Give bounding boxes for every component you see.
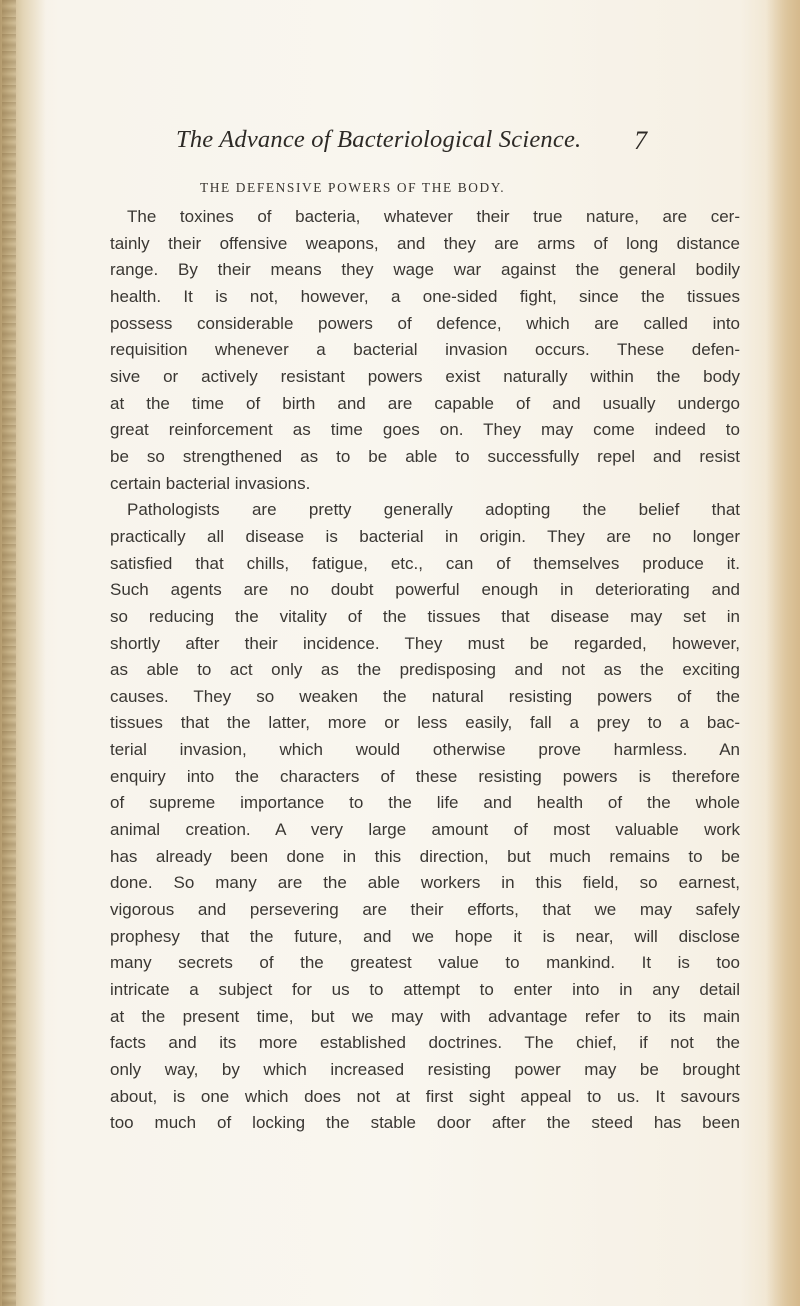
text-line: be so strengthened as to be able to successfully repel and resist xyxy=(110,446,740,466)
text-line: vigorous and persevering are their efforts, that we may safely xyxy=(110,900,740,920)
text-line: of supreme importance to the life and health of the whole xyxy=(110,793,740,813)
text-line: has already been done in this direction, but much remains to be xyxy=(110,846,740,866)
text-line: too much of locking the stable door after the steed has been xyxy=(110,1113,740,1133)
text-line: certain bacterial invasions. xyxy=(110,473,311,493)
text-line: possess considerable powers of defence, which are called into xyxy=(110,313,740,333)
text-line: animal creation. A very large amount of most valuable work xyxy=(110,820,740,840)
text-line: great reinforcement as time goes on. They may come indeed to xyxy=(110,420,740,440)
text-line: as able to act only as the predisposing and not as the exciting xyxy=(110,660,740,680)
text-line: about, is one which does not at first sight appeal to us. It savours xyxy=(110,1086,740,1106)
text-line: causes. They so weaken the natural resisting powers of the xyxy=(110,686,740,706)
page-edge-shading xyxy=(766,0,800,1306)
text-line: range. By their means they wage war against the general bodily xyxy=(110,260,740,280)
text-line: intricate a subject for us to attempt to enter into in any detail xyxy=(110,980,740,1000)
section-heading: THE DEFENSIVE POWERS OF THE BODY. xyxy=(200,180,506,195)
text-line: tainly their offensive weapons, and they are arms of long distance xyxy=(110,233,740,253)
text-line: sive or actively resistant powers exist naturally within the body xyxy=(110,366,740,386)
text-line: practically all disease is bacterial in origin. They are no longer xyxy=(110,526,740,546)
text-line: health. It is not, however, a one-sided fight, since the tissues xyxy=(110,286,740,306)
text-line: Pathologists are pretty generally adopting the belief that xyxy=(127,500,740,520)
text-line: so reducing the vitality of the tissues that disease may set in xyxy=(110,606,740,626)
text-line: prophesy that the future, and we hope it is near, will disclose xyxy=(110,926,740,946)
text-line: at the time of birth and are capable of and usually undergo xyxy=(110,393,740,413)
text-line: terial invasion, which would otherwise prove harmless. An xyxy=(110,740,740,760)
text-line: facts and its more established doctrines. The chief, if not the xyxy=(110,1033,740,1053)
text-line: satisfied that chills, fatigue, etc., can of themselves produce it. xyxy=(110,553,740,573)
body-text xyxy=(110,204,740,1137)
text-line: many secrets of the greatest value to mankind. It is too xyxy=(110,953,740,973)
text-line: requisition whenever a bacterial invasion occurs. These defen- xyxy=(110,340,740,360)
text-line: done. So many are the able workers in this field, so earnest, xyxy=(110,873,740,893)
text-line: tissues that the latter, more or less easily, fall a prey to a bac- xyxy=(110,713,740,733)
running-head: The Advance of Bacteriological Science. xyxy=(176,126,582,153)
gutter-edge xyxy=(2,0,16,1306)
page-number: 7 xyxy=(634,126,647,155)
text-line: Such agents are no doubt powerful enough in deteriorating and xyxy=(110,580,740,600)
text-line: shortly after their incidence. They must be regarded, however, xyxy=(110,633,740,653)
text-line: The toxines of bacteria, whatever their true nature, are cer- xyxy=(127,207,740,226)
text-line: at the present time, but we may with advantage refer to its main xyxy=(110,1006,740,1026)
text-line: only way, by which increased resisting power may be brought xyxy=(110,1060,740,1079)
text-line: enquiry into the characters of these resisting powers is therefore xyxy=(110,766,740,786)
